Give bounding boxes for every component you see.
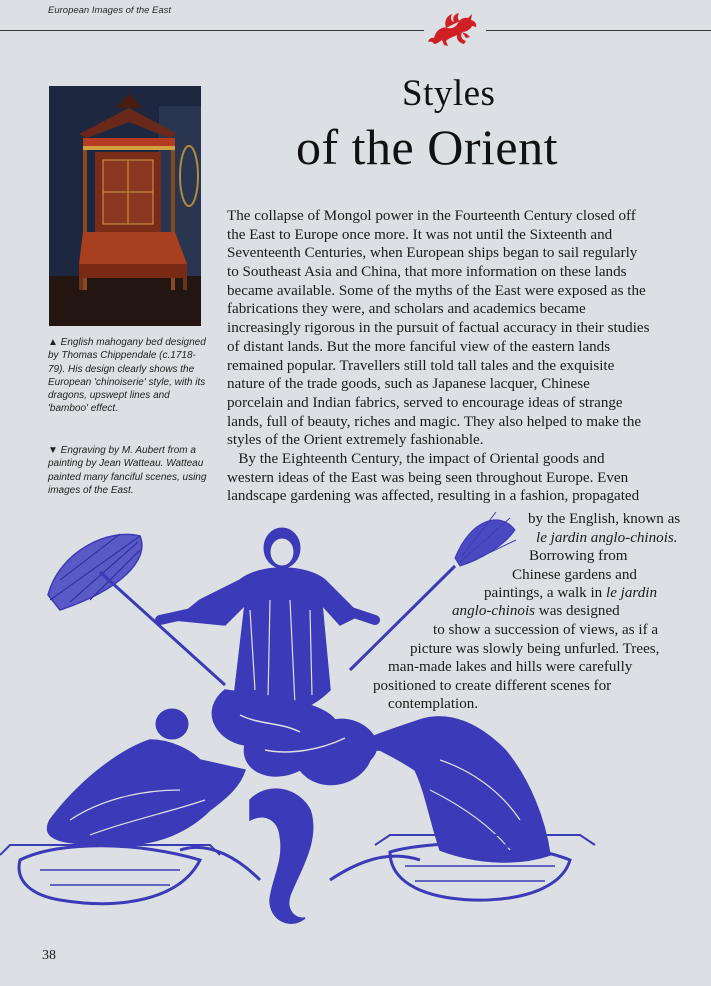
body-line: fabrications they were, and scholars and academics became (227, 301, 586, 318)
page-title-line-1: Styles (402, 73, 496, 114)
body-text-italic: anglo-chinois (452, 603, 536, 619)
header-rule-right (486, 30, 711, 31)
body-line: styles of the Orient extremely fashionable. (227, 432, 484, 449)
body-line: contemplation. (388, 696, 479, 712)
body-line: of distant lands. But the more fanciful view of the eastern lands (227, 338, 611, 355)
body-text-plain: was designed (535, 603, 620, 619)
body-text-italic: le jardin (606, 585, 658, 601)
body-line: Seventeenth Centuries, when European ships began to sail regularly (227, 245, 638, 262)
running-head: European Images of the East (48, 5, 172, 16)
body-text (227, 207, 697, 506)
photo-caption: ▲ English mahogany bed designed by Thomas Chippendale (c.1718-79). His design clearly shows the European 'chinoiserie' style, with its dragons, upswept lines and 'bamboo' effect. (48, 337, 206, 415)
body-line: porcelain and Indian fabrics, served to encourage ideas of strange (227, 394, 623, 411)
header-rule-left (0, 30, 424, 31)
page-number: 38 (42, 948, 56, 963)
body-line: nature of the trade goods, such as Japanese lacquer, Chinese (227, 376, 590, 393)
body-text-plain: paintings, a walk in (484, 585, 606, 601)
body-line: The collapse of Mongol power in the Fourteenth Century closed off (227, 208, 636, 224)
body-line (484, 584, 657, 603)
body-line: Chinese gardens and (512, 567, 637, 583)
engraving-caption: ▼ Engraving by M. Aubert from a painting by Jean Watteau. Watteau painted many fanciful scenes, using images of the East. (48, 445, 207, 496)
body-line: became available. Some of the myths of the East were exposed as the (227, 282, 646, 299)
body-line (452, 602, 620, 621)
body-line: to show a succession of views, as if a (433, 622, 659, 638)
page-title-line-2: of the Orient (296, 119, 558, 175)
body-line: the East to Europe once more. It was not until the Sixteenth and (227, 226, 613, 243)
body-line: by the English, known as (528, 511, 681, 527)
body-line: lands, full of beauty, riches and magic. They also helped to make the (227, 413, 642, 430)
body-line: picture was slowly being unfurled. Trees, (410, 641, 660, 657)
body-line: western ideas of the East was being seen throughout Europe. Even (227, 469, 629, 486)
body-line: to Southeast Asia and China, that more information on these lands (227, 264, 627, 281)
body-line: landscape gardening was affected, resulting in a fashion, propagated (227, 488, 640, 505)
red-dragon-icon (426, 8, 482, 50)
body-line: man-made lakes and hills were carefully (388, 659, 633, 675)
body-line: remained popular. Travellers still told tall tales and the exquisite (227, 357, 615, 374)
body-line: increasingly rigorous in the pursuit of factual accuracy in their studies (227, 320, 650, 337)
body-line: By the Eighteenth Century, the impact of Oriental goods and (227, 450, 605, 467)
body-line: Borrowing from (529, 548, 628, 564)
body-line: positioned to create different scenes for (373, 678, 612, 694)
chippendale-bed-photo (49, 86, 201, 326)
body-line: le jardin anglo-chinois. (536, 530, 678, 546)
